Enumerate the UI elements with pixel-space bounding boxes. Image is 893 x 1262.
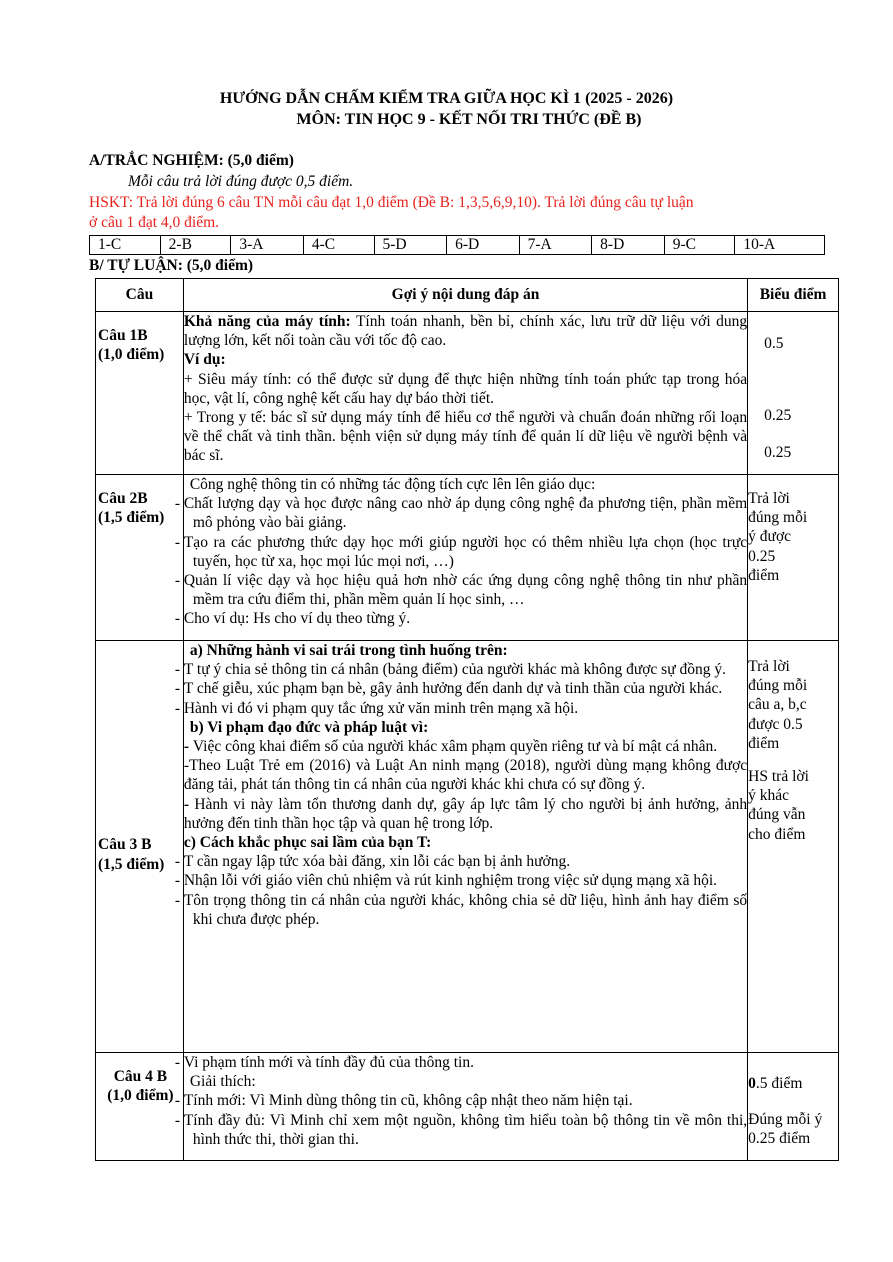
doc-title-line-2: MÔN: TIN HỌC 9 - KẾT NỐI TRI THỨC (ĐỀ B) <box>296 111 642 128</box>
q1-label-points: (1,0 điểm) <box>98 346 165 364</box>
list-item: - Chất lượng dạy và học được nâng cao nhờ áp dụng công nghệ đa phương tiện, phần mềm mô phỏng vào bài giảng. <box>174 495 748 532</box>
q1-score-3: 0.25 <box>764 444 792 461</box>
section-b-heading: B/ TỰ LUẬN: (5,0 điểm) <box>89 257 254 274</box>
q3-score-line: đúng mỗi <box>748 677 808 695</box>
q4-answer <box>174 1053 748 1161</box>
answer-cell: 7-A <box>519 236 592 255</box>
q2-intro: Công nghệ thông tin có những tác động tích cực lên lên giáo dục: <box>189 476 596 493</box>
table-header-row <box>96 279 839 312</box>
answer-cell: 8-D <box>592 236 665 255</box>
q1-score-2: 0.25 <box>764 407 792 424</box>
essay-grading-table <box>95 278 839 1161</box>
q2-label-title: Câu 2B <box>98 490 148 507</box>
col-header-score: Biểu điểm <box>748 279 839 312</box>
q1-example-heading: Ví dụ: <box>183 351 226 369</box>
list-item: - T cần ngay lập tức xóa bài đăng, xin lỗi các bạn bị ảnh hưởng. <box>174 853 571 871</box>
q4-explain-heading: Giải thích: <box>189 1073 256 1091</box>
q4-label <box>96 1053 184 1161</box>
table-row-q1 <box>96 312 839 475</box>
q2-score-line: điểm <box>748 566 780 584</box>
list-item: - T tự ý chia sẻ thông tin cá nhân (bảng điểm) của người khác mà không được sự đồng ý. <box>174 661 726 679</box>
q4-score-line: 0.25 điểm <box>748 1130 811 1148</box>
answer-cell: 4-C <box>303 236 374 255</box>
q3-label-title: Câu 3 B <box>98 836 152 854</box>
list-item: - Tính mới: Vì Minh dùng thông tin cũ, không cập nhật theo năm hiện tại. <box>174 1092 633 1110</box>
q3-score-line: ý khác <box>748 787 790 805</box>
section-a-heading: A/TRẮC NGHIỆM: (5,0 điểm) <box>89 152 294 169</box>
q3-label <box>96 641 184 1053</box>
list-item: - Tạo ra các phương thức dạy học mới giúp người học có thêm nhiều lựa chọn (học trực tuyến, học từ xa, học mọi lúc mọi nơi, …) <box>174 533 748 570</box>
q1-ability-heading: Khả năng của máy tính: <box>183 313 351 330</box>
answer-cell: 9-C <box>664 236 735 255</box>
q1-label-title: Câu 1B <box>98 327 148 344</box>
q2-answer <box>174 475 748 641</box>
q1-score-1: 0.5 <box>764 335 784 352</box>
q3-score-line: HS trả lời <box>748 768 809 786</box>
q3-score-line: câu a, b,c <box>748 696 807 714</box>
q2-score <box>748 475 839 641</box>
q1-example-1: + Siêu máy tính: có thể được sử dụng để thực hiện những tính toán phức tạp trong hóa học, vật lí, công nghệ kết cấu hay dự báo thời tiết. <box>183 370 748 407</box>
list-item: - T chế giễu, xúc phạm bạn bè, gây ảnh hưởng đến danh dự và tinh thần của người khác. <box>174 680 723 698</box>
list-item: -Theo Luật Trẻ em (2016) và Luật An ninh mạng (2018), người dùng mạng không được đăng tải, phát tán thông tin cá nhân của người khác khi chưa có sự đồng ý. <box>183 757 748 794</box>
section-a-note: Mỗi câu trả lời đúng được 0,5 điểm. <box>128 173 354 190</box>
answer-cell: 10-A <box>735 236 825 255</box>
q1-score <box>748 312 839 475</box>
list-item: - Tính đầy đủ: Vì Minh chỉ xem một nguồn, không tìm hiểu toàn bộ thông tin về môn thi, hình thức thi, thời gian thi. <box>174 1111 748 1148</box>
list-item: - Hành vi đó vi phạm quy tắc ứng xử văn minh trên mạng xã hội. <box>174 699 579 717</box>
q1-ability-text: Tính toán nhanh, bền bỉ, chính xác, lưu trữ dữ liệu với dung lượng lớn, kết nối toàn cầu với tốc độ cao. <box>183 313 748 350</box>
col-header-answer: Gợi ý nội dung đáp án <box>183 279 747 312</box>
doc-title-line-1: HƯỚNG DẪN CHẤM KIỂM TRA GIỮA HỌC KÌ 1 (2025 - 2026) <box>219 90 674 107</box>
list-item: - Cho ví dụ: Hs cho ví dụ theo từng ý. <box>174 610 411 628</box>
q2-label <box>96 475 184 641</box>
q2-score-line: 0.25 <box>748 547 776 565</box>
q3-score-line: Trả lời <box>748 658 790 675</box>
q4-score <box>748 1053 839 1161</box>
q2-score-line: đúng mỗi <box>748 509 808 527</box>
q3-label-points: (1,5 điểm) <box>98 855 165 873</box>
q3-score-line: được 0.5 <box>748 715 803 733</box>
hskt-note-line-2: ở câu 1 đạt 4,0 điểm. <box>89 214 220 231</box>
hskt-note-line-1: HSKT: Trả lời đúng 6 câu TN mỗi câu đạt 1,0 điểm (Đề B: 1,3,5,6,9,10). Trả lời đúng câu tự luận <box>89 194 694 211</box>
answer-cell: 3-A <box>231 236 304 255</box>
q2-score-line: ý được <box>748 528 792 546</box>
q4-label-points: (1,0 điểm) <box>107 1087 174 1105</box>
q3-score-line: cho điểm <box>748 825 806 843</box>
q3-b-heading: b) Vi phạm đạo đức và pháp luật vì: <box>189 718 429 736</box>
q3-score <box>748 641 839 1053</box>
q3-a-heading: a) Những hành vi sai trái trong tình huống trên: <box>189 642 508 659</box>
q2-label-points: (1,5 điểm) <box>98 509 165 527</box>
list-item: - Quản lí việc dạy và học hiệu quả hơn nhờ các ứng dụng công nghệ thông tin như phần mềm tra cứu điểm thi, phần mềm quản lí học sinh, … <box>174 572 748 609</box>
answer-key-table <box>89 235 825 255</box>
q3-c-heading: c) Cách khắc phục sai lầm của bạn T: <box>183 834 432 852</box>
answer-cell: 5-D <box>374 236 447 255</box>
answer-cell: 1-C <box>90 236 161 255</box>
list-item: - Hành vi này làm tổn thương danh dự, gây áp lực tâm lý cho người bị ảnh hưởng, ảnh hưởng đến tinh thần học tập và quan hệ trong lớp. <box>183 795 748 832</box>
answer-cell: 6-D <box>447 236 520 255</box>
q4-label-title: Câu 4 B <box>113 1068 168 1085</box>
q2-score-line: Trả lời <box>748 490 790 507</box>
table-row-q3 <box>96 641 839 1053</box>
q1-label <box>96 312 184 475</box>
q3-answer <box>174 641 748 1053</box>
q1-example-2: + Trong y tế: bác sĩ sử dụng máy tính để hiểu cơ thể người và chuẩn đoán những rối loạn về thể chất và tinh thần. bệnh viện sử dụng máy tính để quản lí dữ liệu về người bệnh và bác sĩ. <box>183 409 748 465</box>
q4-score-line: Đúng mỗi ý <box>748 1111 823 1129</box>
table-row-q2 <box>96 475 839 641</box>
q4-score-main: 0.5 điểm <box>748 1075 803 1092</box>
q3-score-line: đúng vẫn <box>748 806 806 824</box>
list-item: - Vi phạm tính mới và tính đầy đủ của thông tin. <box>174 1054 474 1071</box>
col-header-question: Câu <box>96 279 184 312</box>
table-row-q4 <box>96 1053 839 1161</box>
answer-key-row <box>90 236 825 255</box>
list-item: - Nhận lỗi với giáo viên chủ nhiệm và rút kinh nghiệm trong việc sử dụng mạng xã hội. <box>174 872 718 890</box>
q3-score-line: điểm <box>748 734 780 752</box>
list-item: - Tôn trọng thông tin cá nhân của người khác, không chia sẻ dữ liệu, hình ảnh hay điểm số khi chưa được phép. <box>174 891 748 928</box>
q1-answer <box>183 312 747 475</box>
list-item: - Việc công khai điểm số của người khác xâm phạm quyền riêng tư và bí mật cá nhân. <box>183 738 718 756</box>
answer-cell: 2-B <box>160 236 231 255</box>
